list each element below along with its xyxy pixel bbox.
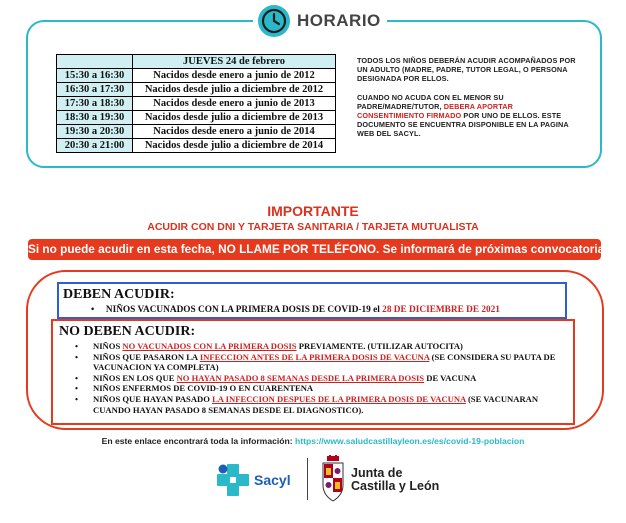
- deben-acudir-box: [57, 282, 567, 319]
- sacyl-logo-icon: [216, 462, 250, 498]
- desc-cell: Nacidos desde enero a junio de 2014: [133, 125, 336, 139]
- jcyl-logo-text: [351, 467, 439, 493]
- info-link[interactable]: https://www.saludcastillayleon.es/es/covid-19-poblacion: [295, 436, 525, 446]
- jcyl-line2: Castilla y León: [351, 479, 440, 493]
- desc-cell: Nacidos desde julio a diciembre de 2012: [133, 83, 336, 97]
- note-consent: [357, 93, 577, 139]
- deben-acudir-title: DEBEN ACUDIR:: [63, 287, 175, 302]
- item-text: NIÑOS QUE HAYAN PASADO: [93, 393, 213, 404]
- time-cell: 19:30 a 20:30: [57, 125, 133, 139]
- deben-acudir-item: • NIÑOS VACUNADOS CON LA PRIMERA DOSIS DE COVID-19 el 28 DE DICIEMBRE DE 2021: [91, 305, 500, 315]
- item-highlight: NO VACUNADOS CON LA PRIMERA DOSIS: [122, 341, 297, 351]
- item-highlight: LA INFECCION DESPUES DE LA PRIMERA DOSIS DE VACUNA: [212, 393, 466, 404]
- table-header-blank: [57, 55, 133, 69]
- list-item: [73, 341, 571, 352]
- list-item: [73, 352, 571, 373]
- item-text: NIÑOS QUE PASARON LA: [93, 351, 200, 362]
- desc-cell: Nacidos desde julio a diciembre de 2013: [133, 111, 336, 125]
- table-row: [57, 69, 336, 83]
- clock-icon: [257, 4, 291, 38]
- horario-title: HORARIO: [297, 11, 381, 30]
- horario-header: [253, 3, 387, 39]
- table-header-row: [57, 55, 336, 69]
- no-deben-acudir-title: NO DEBEN ACUDIR:: [59, 324, 196, 339]
- list-item: [73, 383, 571, 394]
- item-text-end: (SE CONSIDERA SU PAUTA DE VACUNACION YA COMPLETA): [93, 351, 556, 373]
- note-consent-highlight: DEBERA APORTAR CONSENTIMIENTO FIRMADO: [357, 101, 513, 121]
- item-text: NIÑOS EN LOS QUE: [93, 372, 177, 383]
- time-cell: 18:30 a 19:30: [57, 111, 133, 125]
- list-item: [73, 394, 571, 415]
- time-cell: 15:30 a 16:30: [57, 69, 133, 83]
- note-consent-text: CUANDO NO ACUDA CON EL MENOR SU PADRE/MADRE/TUTOR,: [357, 92, 504, 111]
- logo-divider: [307, 458, 308, 500]
- table-row: [57, 111, 336, 125]
- info-text: En este enlace encontrará toda la información:: [101, 436, 296, 446]
- note-consent-text-end: POR UNO DE ELLOS. ESTE DOCUMENTO SE ENCUENTRA DISPONIBLE EN LA PAGINA WEB DEL SACYL.: [357, 111, 569, 139]
- castilla-leon-shield-icon: [321, 455, 345, 503]
- time-cell: 17:30 a 18:30: [57, 97, 133, 111]
- deben-item-text: NIÑOS VACUNADOS CON LA PRIMERA DOSIS DE COVID-19 el: [105, 305, 383, 315]
- time-cell: 20:30 a 21:00: [57, 139, 133, 153]
- item-text: NIÑOS: [93, 341, 123, 351]
- schedule-table: [56, 54, 336, 153]
- sacyl-logo-text: Sacyl: [254, 472, 291, 488]
- no-deben-list: [73, 341, 571, 415]
- note-adult-required: TODOS LOS NIÑOS DEBERÁN ACUDIR ACOMPAÑADOS POR UN ADULTO (MADRE, PADRE, TUTOR LEGAL, O PERSONA DESIGNADA POR ELLOS.: [357, 56, 576, 84]
- item-highlight: NO HAYAN PASADO 8 SEMANAS DESDE LA PRIMERA DOSIS: [176, 372, 425, 383]
- importante-title: IMPORTANTE: [267, 203, 359, 219]
- desc-cell: Nacidos desde enero a junio de 2012: [133, 69, 336, 83]
- item-highlight: INFECCION ANTES DE LA PRIMERA DOSIS DE VACUNA: [199, 351, 430, 362]
- warning-banner: Si no puede acudir en esta fecha, NO LLAME POR TELÉFONO. Se informará de próximas convocatorias: [28, 239, 601, 260]
- table-row: [57, 83, 336, 97]
- item-text: NIÑOS ENFERMOS DE COVID-19 O EN CUARENTENA: [93, 383, 314, 394]
- item-text-end: PREVIAMENTE. (UTILIZAR AUTOCITA): [296, 341, 463, 351]
- table-row: [57, 125, 336, 139]
- desc-cell: Nacidos desde enero a junio de 2013: [133, 97, 336, 111]
- item-text-end: (SE VACUNARAN CUANDO HAYAN PASADO 8 SEMANAS DESDE EL DIAGNOSTICO).: [93, 393, 539, 415]
- desc-cell: Nacidos desde julio a diciembre de 2014: [133, 139, 336, 153]
- no-deben-acudir-box: [51, 319, 575, 425]
- importante-subtitle: ACUDIR CON DNI Y TARJETA SANITARIA / TARJETA MUTUALISTA: [147, 221, 479, 233]
- list-item: [73, 373, 571, 384]
- deben-item-date: 28 DE DICIEMBRE DE 2021: [382, 305, 500, 315]
- horario-notes: [357, 56, 577, 139]
- time-cell: 16:30 a 17:30: [57, 83, 133, 97]
- item-text-end: DE VACUNA: [424, 372, 477, 383]
- jcyl-line1: Junta de: [351, 466, 403, 480]
- table-row: [57, 139, 336, 153]
- table-row: [57, 97, 336, 111]
- table-header-date: JUEVES 24 de febrero: [133, 55, 336, 69]
- info-line: [0, 436, 626, 446]
